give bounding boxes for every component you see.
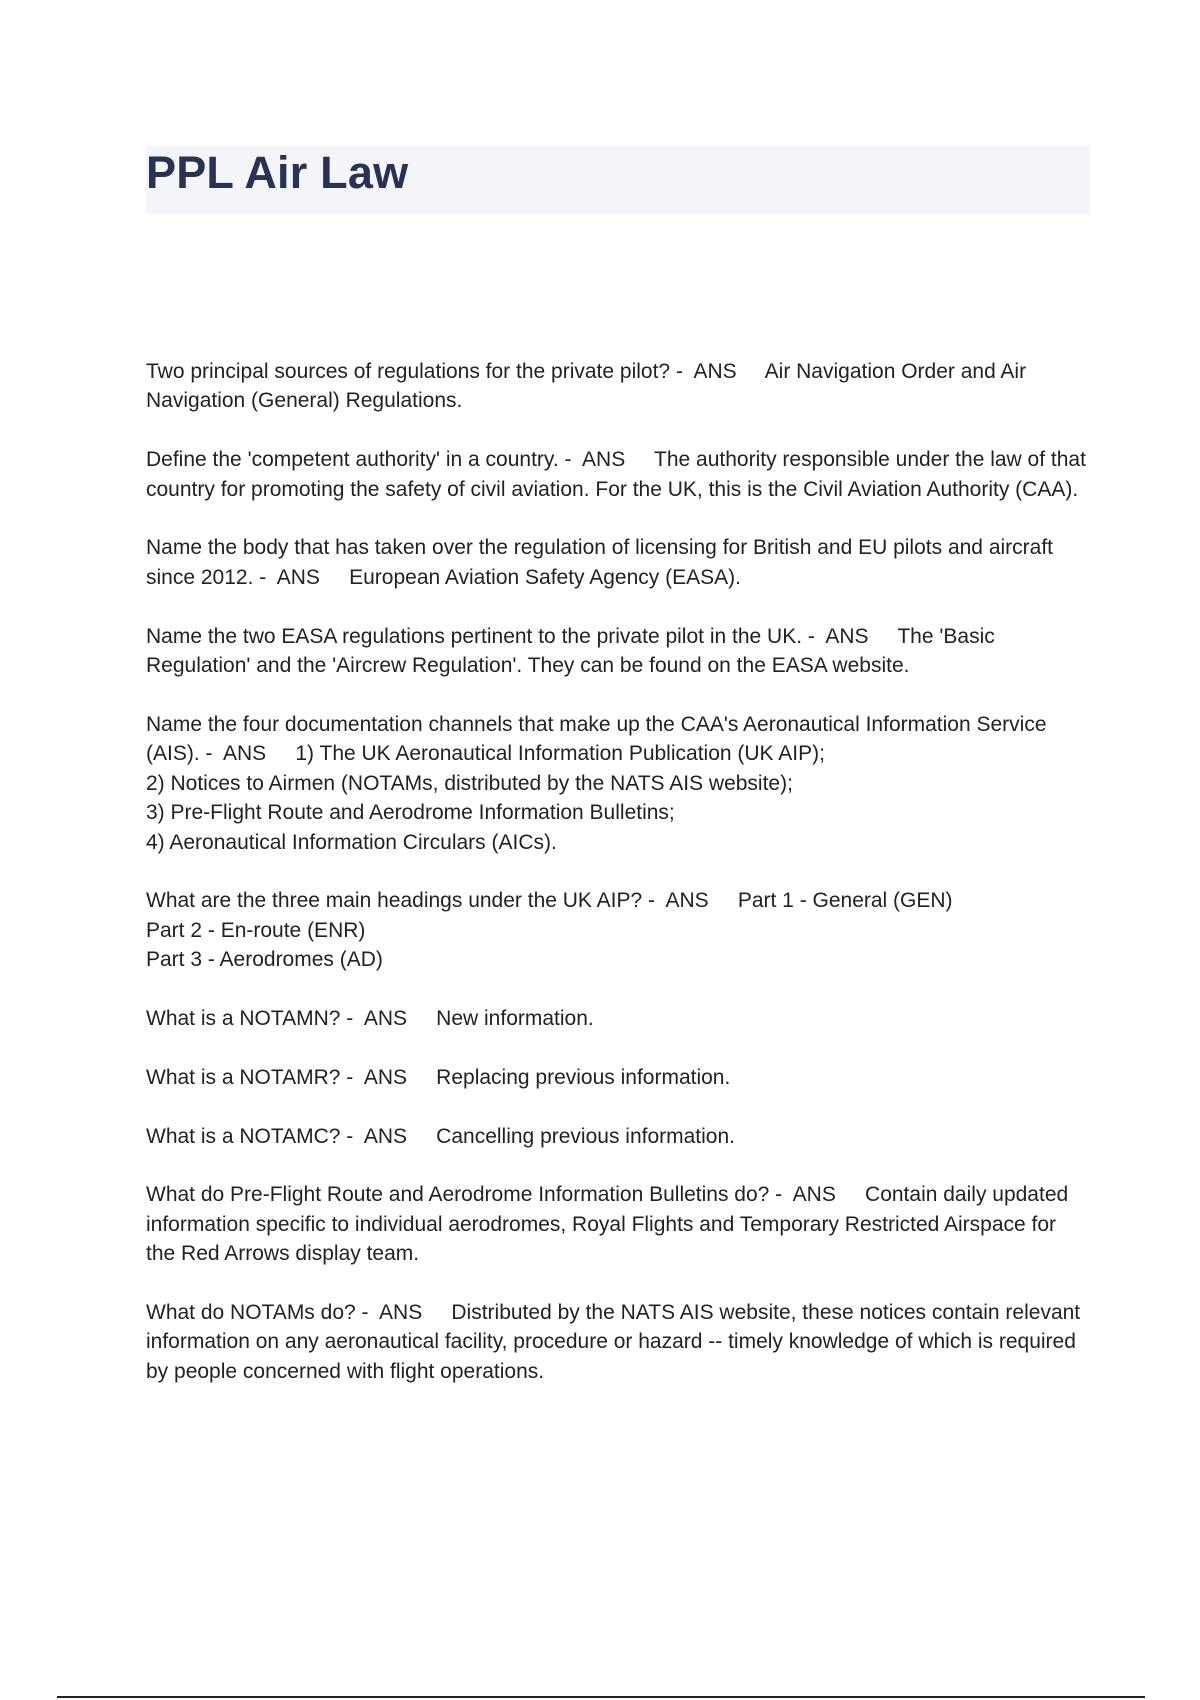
- qa-item: [146, 1180, 1090, 1268]
- qa-item: [146, 710, 1090, 857]
- answer-text: Cancelling previous information.: [436, 1124, 735, 1148]
- question-text: Name the two EASA regulations pertinent to the private pilot in the UK. - ANS: [146, 624, 898, 648]
- question-text: What is a NOTAMC? - ANS: [146, 1124, 437, 1148]
- qa-item: [146, 445, 1090, 504]
- question-text: What is a NOTAMN? - ANS: [146, 1007, 437, 1031]
- answer-text: New information.: [436, 1007, 594, 1031]
- answer-text: The 'Basic Regulation' and the 'Aircrew Regulation'. They can be found on the EASA website.: [146, 624, 1001, 678]
- page-title: PPL Air Law: [146, 147, 409, 198]
- qa-item: [146, 1063, 1090, 1092]
- qa-item: [146, 1298, 1090, 1386]
- answer-text: Contain daily updated information specific to individual aerodromes, Royal Flights and Temporary Restricted Airspace for the Red Arrows display team.: [146, 1183, 1075, 1266]
- qa-item: [146, 1004, 1090, 1033]
- question-text: What is a NOTAMR? - ANS: [146, 1065, 437, 1089]
- answer-text: Part 1 - General (GEN) Part 2 - En-route (ENR) Part 3 - Aerodromes (AD): [146, 889, 953, 972]
- qa-item: [146, 357, 1090, 416]
- answer-text: European Aviation Safety Agency (EASA).: [349, 565, 741, 589]
- answer-text: Replacing previous information.: [436, 1065, 731, 1089]
- question-text: Name the body that has taken over the regulation of licensing for British and EU pilots and aircraft since 2012. - ANS: [146, 536, 1059, 589]
- answer-text: 1) The UK Aeronautical Information Publication (UK AIP); 2) Notices to Airmen (NOTAMs, distributed by the NATS AIS website); 3) Pre-Flight Route and Aerodrome Information Bulletins; 4) Aeronautical Information Circulars (AICs).: [146, 742, 825, 854]
- qa-item: [146, 886, 1090, 974]
- qa-item: [146, 1122, 1090, 1151]
- qa-item: [146, 533, 1090, 592]
- page-bottom-rule: [57, 1696, 1145, 1698]
- answer-text: Air Navigation Order and Air Navigation (General) Regulations.: [146, 360, 1032, 413]
- question-text: Name the four documentation channels that make up the CAA's Aeronautical Information Service (AIS). - ANS: [146, 713, 1053, 766]
- answer-text: The authority responsible under the law of that country for promoting the safety of civil aviation. For the UK, this is the Civil Aviation Authority (CAA).: [146, 448, 1092, 501]
- answer-text: Distributed by the NATS AIS website, these notices contain relevant information on any aeronautical facility, procedure or hazard -- timely knowledge of which is required by people concerned with flight operations.: [146, 1301, 1086, 1383]
- question-text: What do NOTAMs do? - ANS: [146, 1301, 452, 1325]
- question-text: Define the 'competent authority' in a country. - ANS: [146, 448, 654, 472]
- question-text: What do Pre-Flight Route and Aerodrome Information Bulletins do? - ANS: [146, 1183, 866, 1207]
- question-text: What are the three main headings under the UK AIP? - ANS: [146, 889, 738, 913]
- qa-list: [146, 357, 1090, 1416]
- question-text: Two principal sources of regulations for the private pilot? - ANS: [146, 360, 765, 383]
- qa-item: [146, 622, 1090, 681]
